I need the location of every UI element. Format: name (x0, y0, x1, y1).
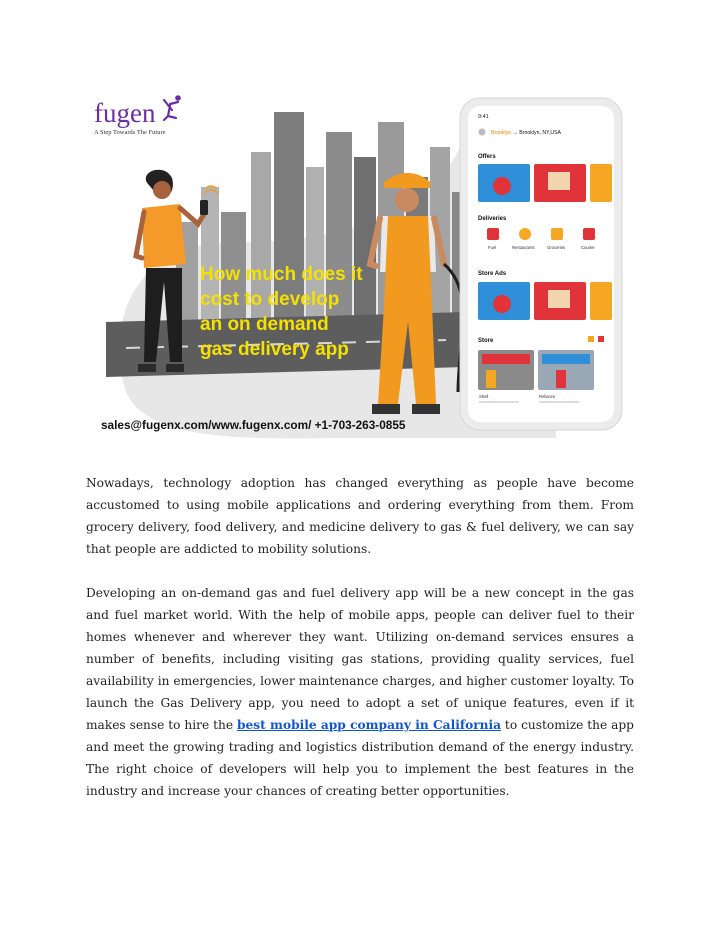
paragraph-2-text-after: to customize the app and meet the growing trading and logistics distribution demand of the energy industry. The right choice of developers will help you to implement the best features in the industry and increase your chances of creating better opportunities. (86, 718, 634, 798)
phone-route: Brooklyn → Brooklyn, NY,USA (491, 130, 561, 136)
store-label-reliance: Reliance (539, 394, 556, 399)
phone-mockup (460, 98, 622, 430)
article-paragraph-2 (86, 582, 634, 802)
contact-info: sales@fugenx.com/www.fugenx.com/ +1-703-263-0855 (101, 418, 406, 432)
delivery-label-groceries: Groceries (547, 245, 566, 250)
delivery-label-restaurants: Restaurants (512, 245, 535, 250)
best-mobile-app-company-link[interactable]: best mobile app company in California (237, 718, 502, 732)
headline-line-1: How much does it (200, 264, 363, 285)
phone-section-store: Store (478, 338, 494, 344)
delivery-label-fuel: Fuel (488, 245, 497, 250)
banner-image (86, 92, 640, 442)
logo-figure-icon (164, 100, 178, 120)
phone-section-deliveries: Deliveries (478, 216, 507, 222)
paragraph-2-text-before: Developing an on-demand gas and fuel delivery app will be a new concept in the gas and fuel market world. With the help of mobile apps, people can deliver fuel to their homes whenever and wherever they want. Utilizing on-demand services ensures a number of benefits, including visiting gas stations, providing quality services, fuel availability in emergencies, lower maintenance charges, and higher customer loyalty. To launch the Gas Delivery app, you need to adopt a set of unique features, even if it makes sense to hire the (86, 586, 634, 732)
phone-section-offers: Offers (478, 154, 496, 160)
article-paragraph-1: Nowadays, technology adoption has changed everything as people have become accustomed to using mobile applications and ordering everything from them. From grocery delivery, food delivery, and medicine delivery to gas & fuel delivery, we can say that people are addicted to mobility solutions. (86, 476, 634, 556)
store-label-shell: Shell (479, 394, 489, 399)
fugenx-logo: fugen (94, 98, 156, 128)
headline-line-2: cost to develop (200, 289, 340, 310)
headline-line-4: gas delivery app (200, 339, 349, 360)
logo-tagline: A Step Towards The Future (94, 129, 166, 136)
delivery-label-courier: Courier (581, 245, 595, 250)
phone-status-time: 9:41 (478, 114, 489, 120)
phone-section-store-ads: Store Ads (478, 271, 507, 277)
headline-line-3: an on demand (200, 314, 329, 335)
